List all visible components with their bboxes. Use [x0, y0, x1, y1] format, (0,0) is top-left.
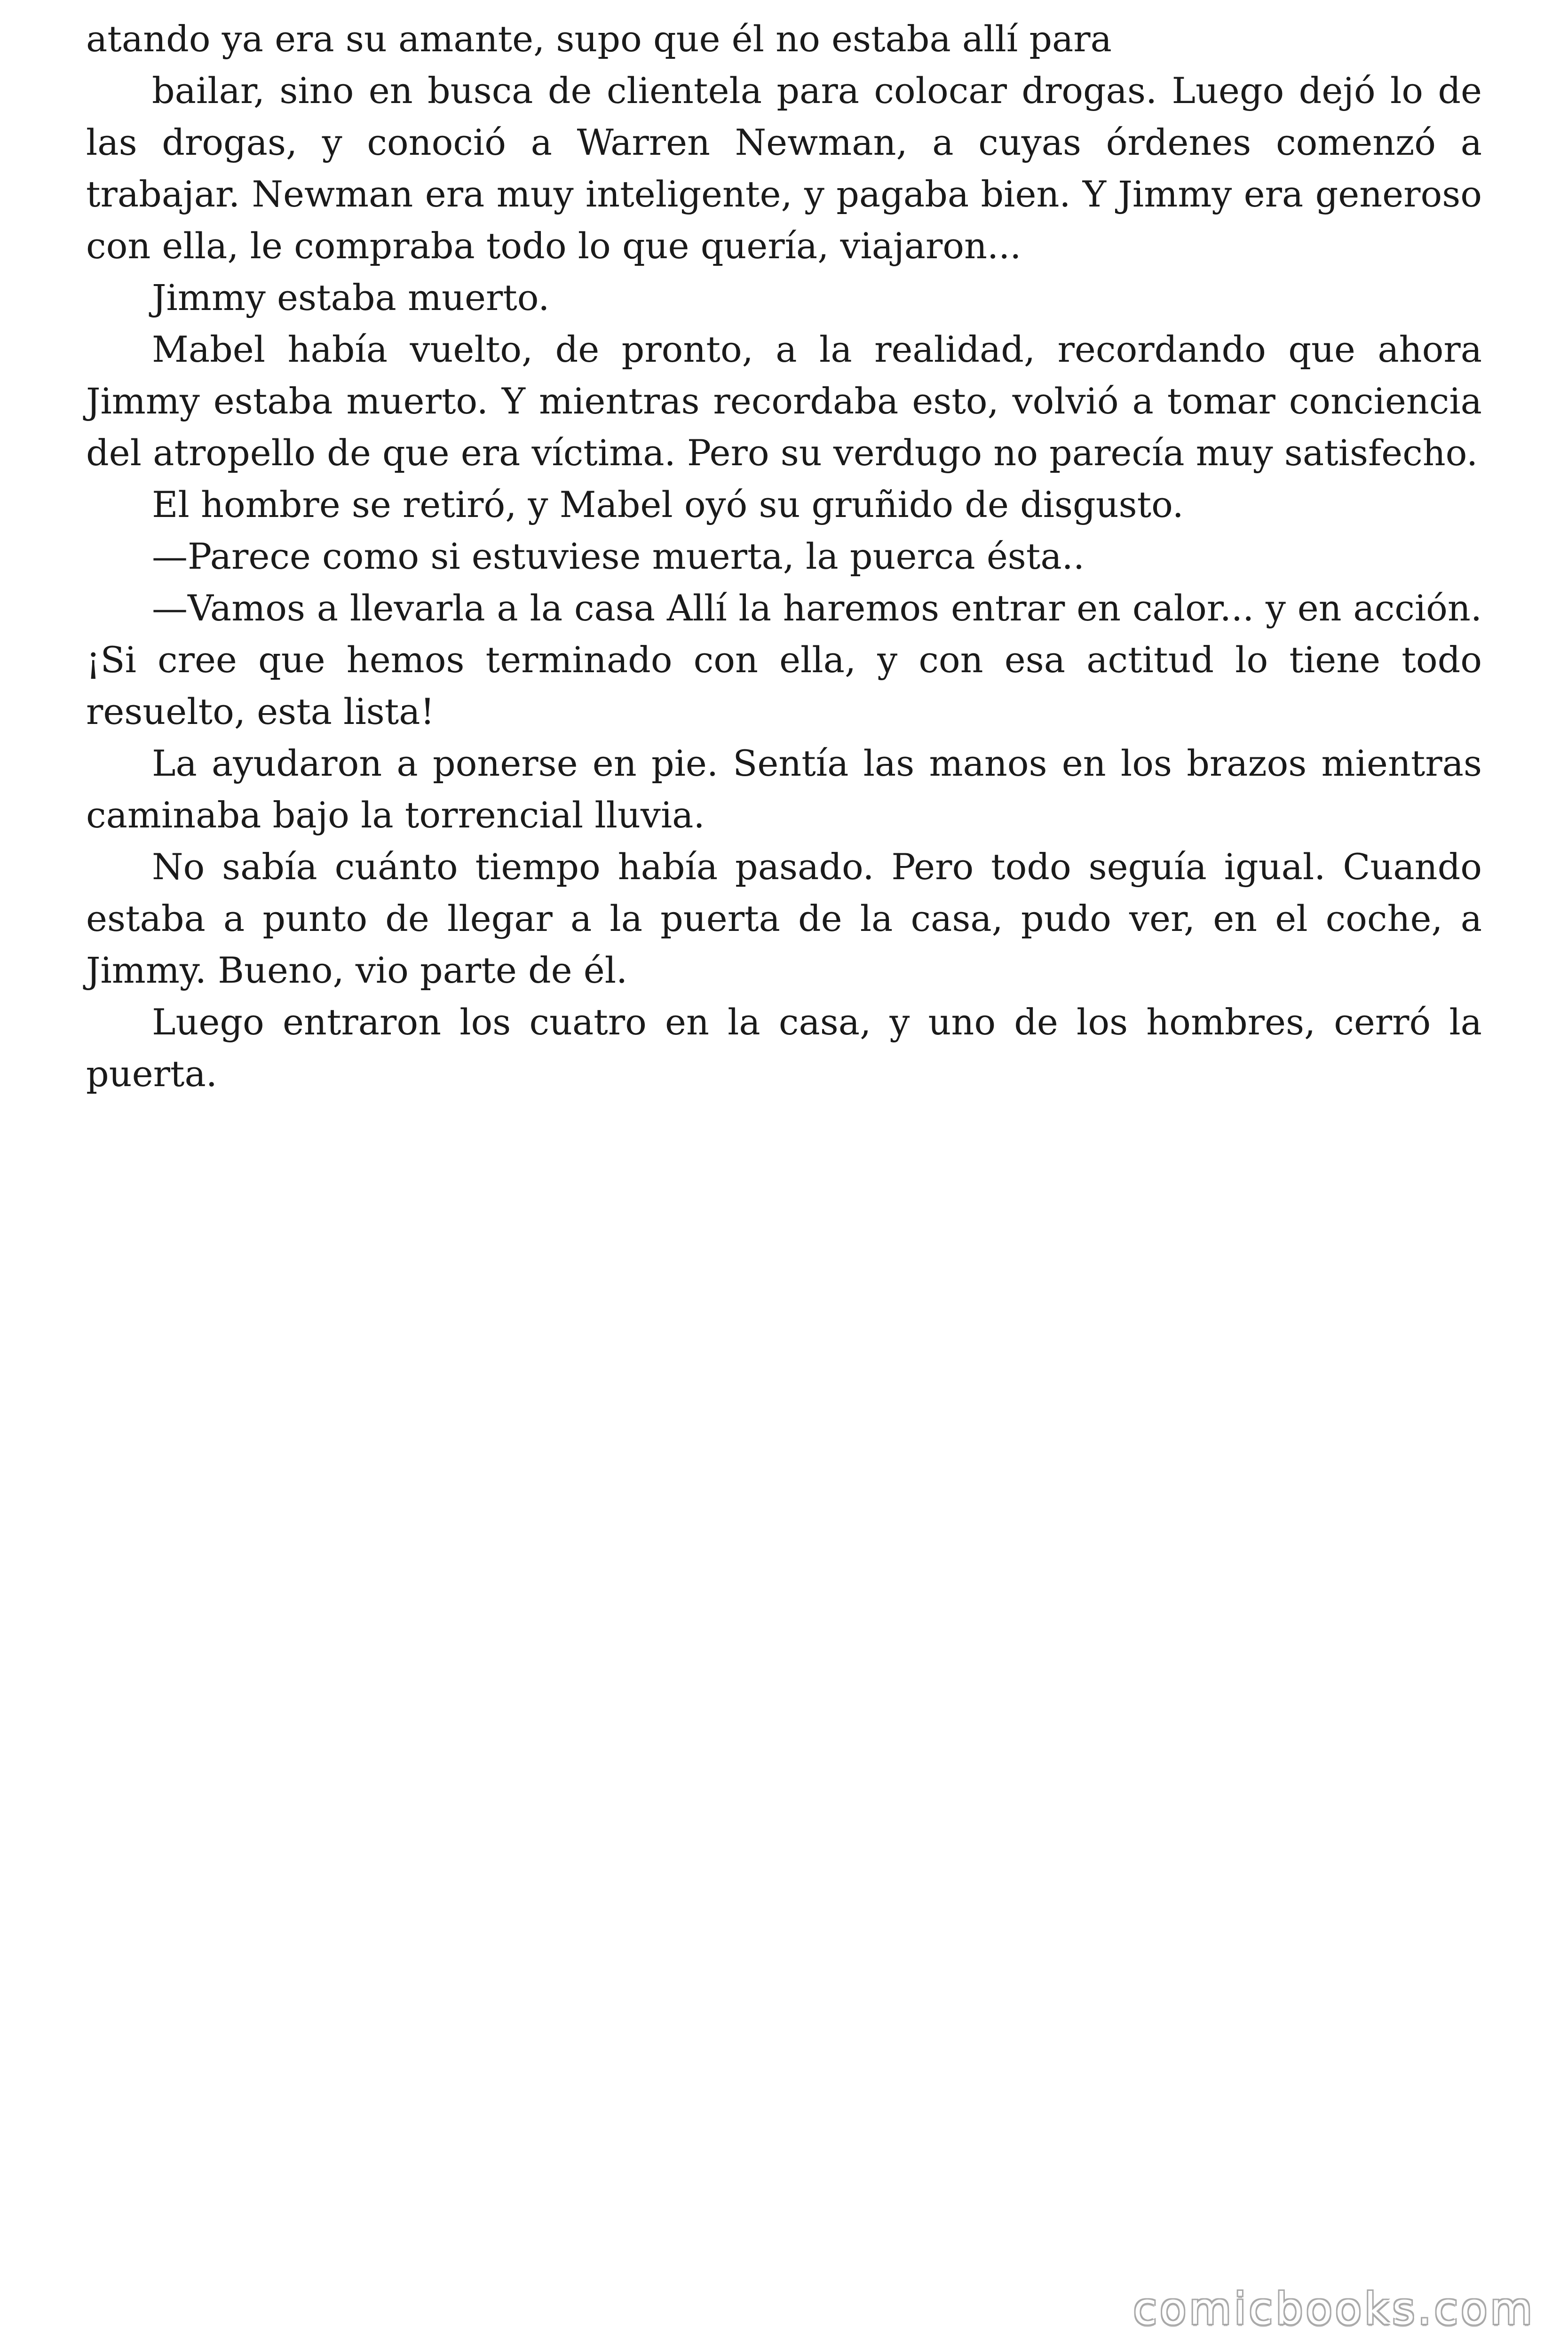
- dialogue-line: —Vamos a llevarla a la casa Allí la haremos entrar en calor... y en acción. ¡Si cree que hemos terminado con ella, y con esa actitud lo tiene todo resuelto, esta lista!: [86, 587, 1482, 732]
- paragraph: No sabía cuánto tiempo había pasado. Pero todo seguía igual. Cuando estaba a punto de llegar a la puerta de la casa, pudo ver, en el coche, a Jimmy. Bueno, vio parte de él.: [86, 846, 1482, 991]
- paragraph: La ayudaron a ponerse en pie. Sentía las manos en los brazos mientras caminaba bajo la torrencial lluvia.: [86, 742, 1482, 836]
- watermark: comicbooks.com: [1133, 2284, 1535, 2334]
- text-body: [86, 13, 1482, 1100]
- paragraph: Jimmy estaba muerto.: [152, 277, 550, 318]
- first-line: atando ya era su amante, supo que él no estaba allí para: [86, 18, 1112, 60]
- paragraph: bailar, sino en busca de clientela para colocar drogas. Luego dejó lo de las drogas, y conoció a Warren Newman, a cuyas órdenes comenzó a trabajar. Newman era muy inteligente, y pagaba bien. Y Jimmy era generoso con ella, le compraba todo lo que quería, viajaron...: [86, 70, 1482, 267]
- paragraph: Mabel había vuelto, de pronto, a la realidad, recordando que ahora Jimmy estaba muerto. Y mientras recordaba esto, volvió a tomar conciencia del atropello de que era víctima. Pero su verdugo no parecía muy satisfecho.: [86, 328, 1482, 474]
- paragraph: Luego entraron los cuatro en la casa, y uno de los hombres, cerró la puerta.: [86, 1001, 1482, 1095]
- dialogue-line: —Parece como si estuviese muerta, la puerca ésta..: [152, 535, 1085, 577]
- paragraph: El hombre se retiró, y Mabel oyó su gruñido de disgusto.: [152, 484, 1184, 525]
